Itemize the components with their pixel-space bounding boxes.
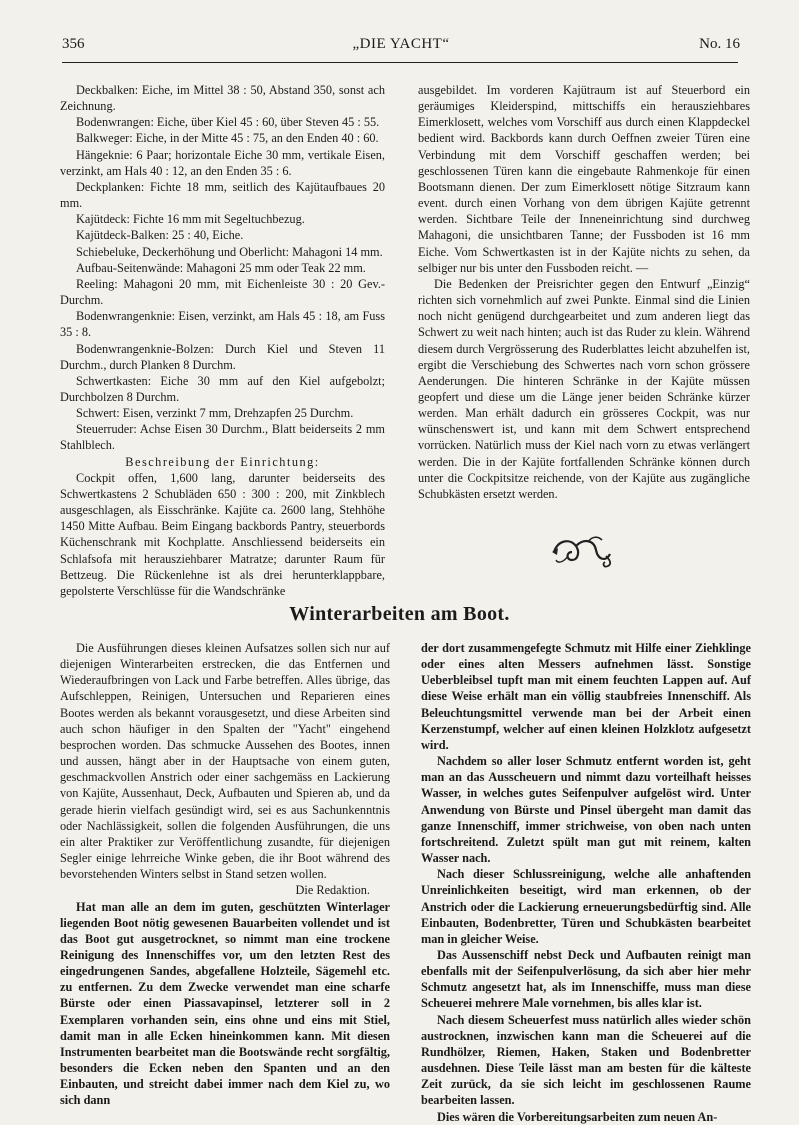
spec-line: Hängeknie: 6 Paar; horizontale Eiche 30 mm, vertikale Eisen, verzinkt, am Hals 40 : 12, an den Enden 35 : 6.: [60, 147, 385, 178]
description-continued: ausgebildet. Im vorderen Kajütraum ist auf Steuerbord ein geräumiges Kleiderspind, mittschiffs ein herausziehbares Eimerklosett, welches vom Vorschiff aus durch einen Klappdeckel bedient wird. Backbords kann durch Oeffnen zweier Türen eine Verbindung mit dem Vorschiff geschaffen werden; bei geschlossenen Türen kann die eingebaute Rahmenkoje für einen Bootsmann dienen. Der zum Eimerklosett nötige Sitzraum kann event. durch einen Vorhang von dem übrigen Kajüte getrennt werden. Sichtbare Teile der Inneneinrichtung sind durchweg Mahagoni, die unsichtbaren Tanne; der Fussboden ist 16 mm Eiche. Vom Schwertkasten ist in der Kajüte nichts zu sehen, da selbiger nur bis unter den Fussboden reicht. —: [418, 83, 750, 275]
article-paragraph: der dort zusammengefegte Schmutz mit Hilfe einer Ziehklinge oder eines alten Messers aufnehmen lässt. Sonstige Ueberbleibsel tupft man mit einem feuchten Lappen auf. Auf diese Weise erhält man ein völlig staubfreies Innenschiff. Als Beleuchtungsmittel verwende man bei der Arbeit einen Kerzenstumpf, welcher auf einen kleinen Holzklotz aufgesetzt wird.: [421, 641, 751, 752]
article-title: Winterarbeiten am Boot.: [289, 603, 510, 625]
article-column-right: [421, 640, 751, 1125]
spec-line: Bodenwrangen: Eiche, über Kiel 45 : 60, über Steven 45 : 55.: [76, 115, 380, 130]
article-paragraph: Dies wären die Vorbereitungsarbeiten zum neuen An-: [437, 1109, 718, 1124]
spec-line: Schwertkasten: Eiche 30 mm auf den Kiel aufgebolzt; Durchbolzen 8 Durchm.: [60, 373, 385, 404]
article-body-left: [60, 899, 390, 1109]
spec-line: Steuerruder: Achse Eisen 30 Durchm., Blatt beiderseits 2 mm Stahlblech.: [60, 422, 385, 453]
article-paragraph: Nach dieser Schlussreinigung, welche alle anhaftenden Unreinlichkeiten beseitigt, wird man erkennen, ob der Anstrich oder die Lackierung erneuerungsbedürftig sind. Alle Einbauten, Bodenbretter, Türen und Schubkästen bearbeitet man in gleicher Weise.: [421, 867, 751, 946]
spec-column-right: [418, 82, 750, 502]
description-paragraph: Cockpit offen, 1,600 lang, darunter beiderseits des Schwertkastens 2 Schubläden 650 : 300 : 200, mit Zinkblech ausgeschlagen, als Eisschränke. Kajüte ca. 2600 lang, Stehhöhe 1450 Mitte Aufbau. Beim Eingang backbords Pantry, steuerbords Küchenschrank mit Kochplatte. Anschliessend beiderseits ein Schlafsofa mit herausziehbarer Matratze; darunter Raum für Bettzeug. Die Rückenlehne ist als drei herunterklappbare, gepolsterte Verschlüsse für die Wandschränke: [60, 470, 385, 598]
header-rule: [62, 62, 738, 63]
issue-number: No. 16: [699, 36, 740, 52]
section-heading: Beschreibung der Einrichtung:: [125, 454, 320, 469]
page-header: [62, 36, 740, 58]
article-intro: Die Ausführungen dieses kleinen Aufsatzes sollen sich nur auf diejenigen Winterarbeiten erstrecken, die das Entfernen und Wiederaufbringen von Lack und Farbe betreffen. Alles übrige, das Aufschleppen, Reinigen, Untersuchen und Reparieren eines Bootes werden als bekannt vorausgesetzt, und diese Arbeiten sind auch schon häufiger in den Spalten der "Yacht" eingehend besprochen worden. Das schmucke Aussehen des Bootes, innen und aussen, hängt aber in der Hauptsache von einem guten, geschmackvollen Anstrich oder einer sachgemäss en Lackierung von Kajüte, Aussenhaut, Deck, Aufbauten und Spieren ab, und da gerade hierin vielfach gesündigt wird, sei es aus Sachunkenntnis oder Nachlässigkeit, sollen die folgenden Ausführungen, die uns ein alter Praktiker zur Veröffentlichung zusandte, für diejenigen Segler einige lehrreiche Winke geben, die ihr Boot während des bevorstehenden Winters selbst in Stand setzen wollen.: [60, 641, 390, 882]
spec-line: Bodenwrangenknie: Eisen, verzinkt, am Hals 45 : 18, am Fuss 35 : 8.: [60, 309, 385, 340]
article-paragraph: Das Aussenschiff nebst Deck und Aufbauten reinigt man ebenfalls mit der Seifenpulverlösung, da sich aber hier mehr Schmutz angesetzt hat, als im Innenschiffe, muss man diese Scheuerei mehrere Male vornehmen, bis alles klar ist.: [421, 947, 751, 1011]
article-paragraph: Nach diesem Scheuerfest muss natürlich alles wieder schön austrocknen, inzwischen kann man die Scheuerei auf die Rundhölzer, Riemen, Haken, Staken und Bodenbretter ausdehnen. Diese Teile lässt man am besten für die kälteste Zeit zurück, da sie sich leicht im geschlossenen Raume bearbeiten lassen.: [421, 1012, 751, 1108]
spec-column-left: [60, 82, 385, 599]
jury-criticism-paragraph: Die Bedenken der Preisrichter gegen den Entwurf „Einzig“ richten sich vornehmlich auf zwei Punkte. Einmal sind die Linien noch nicht genügend durchgearbeitet und zum anderen liegt das Schwert zu weit nach hinten; auch ist das Ruder zu klein. Während diesem durch Vergrösserung des Ruderblattes leicht abzuhelfen ist, ergibt die Verschiebung des Schwertes nach vorn schon grössere Aenderungen. Die hinteren Schränke in der Kajüte müssen geopfert und diese um die Länge jener beiden Schränke kürzer werden. Man erhält dadurch ein grösseres Cockpit, was nur wünschenswert ist, und kann mit dem Schwert entsprechend vorrücken. Natürlich muss der Kiel nach vorn zu etwas verlängert werden. Die in der Kajüte fortfallenden Schränke können durch unter die Cockpitsitze reichende, von der Kajüte aus zugängliche Schubkästen ersetzt werden.: [418, 276, 750, 501]
spec-line: Aufbau-Seitenwände: Mahagoni 25 mm oder Teak 22 mm.: [76, 260, 366, 275]
spec-line: Kajütdeck: Fichte 16 mm mit Segeltuchbezug.: [76, 212, 305, 227]
page-number: 356: [62, 36, 85, 52]
spec-line: Kajütdeck-Balken: 25 : 40, Eiche.: [76, 228, 244, 243]
sea-serpent-ornament: [548, 530, 614, 570]
article-column-left: [60, 640, 390, 1109]
spec-line: Schiebeluke, Deckerhöhung und Oberlicht: Mahagoni 14 mm.: [76, 244, 383, 259]
article-signature: Die Redaktion.: [295, 883, 370, 898]
spec-line: Reeling: Mahagoni 20 mm, mit Eichenleiste 30 : 20 Gev.-Durchm.: [60, 276, 385, 308]
spec-line: Bodenwrangenknie-Bolzen: Durch Kiel und Steven 11 Durchm., durch Planken 8 Durchm.: [60, 341, 385, 372]
article-paragraph: Nachdem so aller loser Schmutz entfernt worden ist, geht man an das Ausscheuern und nimmt dazu vorteilhaft heisses Wasser, in welches gutes Seifenpulver aufgelöst wird. Unter Anwendung von Bürste und Pinsel übergeht man damit das ganze Innenschiff, immer strichweise, von oben nach unten fortschreitend. Zuletzt spült man gut mit reinem, kalten Wasser nach.: [421, 754, 751, 866]
spec-line: Deckplanken: Fichte 18 mm, seitlich des Kajütaufbaues 20 mm.: [60, 179, 385, 211]
article-paragraph: Hat man alle an dem im guten, geschützten Winterlager liegenden Boot nötig gewesenen Bauarbeiten vollendet und ist das Boot gut ausgetrocknet, so nimmt man eine trockene Reinigung des Innenschiffes vor, um den letzten Rest des eingedrungenen Sandes, abgefallene Holzteile, Sägemehl etc. zu entfernen. Zu dem Zwecke verwendet man eine scharfe Bürste oder einen Piassavapinsel, letzterer soll in 2 Exemplaren vorhanden sein, eins ohne und eins mit Stiel, damit man in alle Ecken hineinkommen kann. Mit diesen Instrumenten bearbeitet man die Bootswände recht sorgfältig, besonders die Ecken neben den Spanten und an den Einbauten, und streicht dabei immer nach dem Kiel zu, wo sich dann: [60, 899, 390, 1108]
spec-line: Schwert: Eisen, verzinkt 7 mm, Drehzapfen 25 Durchm.: [76, 406, 354, 421]
magazine-title: „DIE YACHT“: [352, 36, 450, 52]
spec-line: Deckbalken: Eiche, im Mittel 38 : 50, Abstand 350, sonst ach Zeichnung.: [60, 83, 385, 114]
spec-line: Balkweger: Eiche, in der Mitte 45 : 75, an den Enden 40 : 60.: [76, 131, 379, 146]
